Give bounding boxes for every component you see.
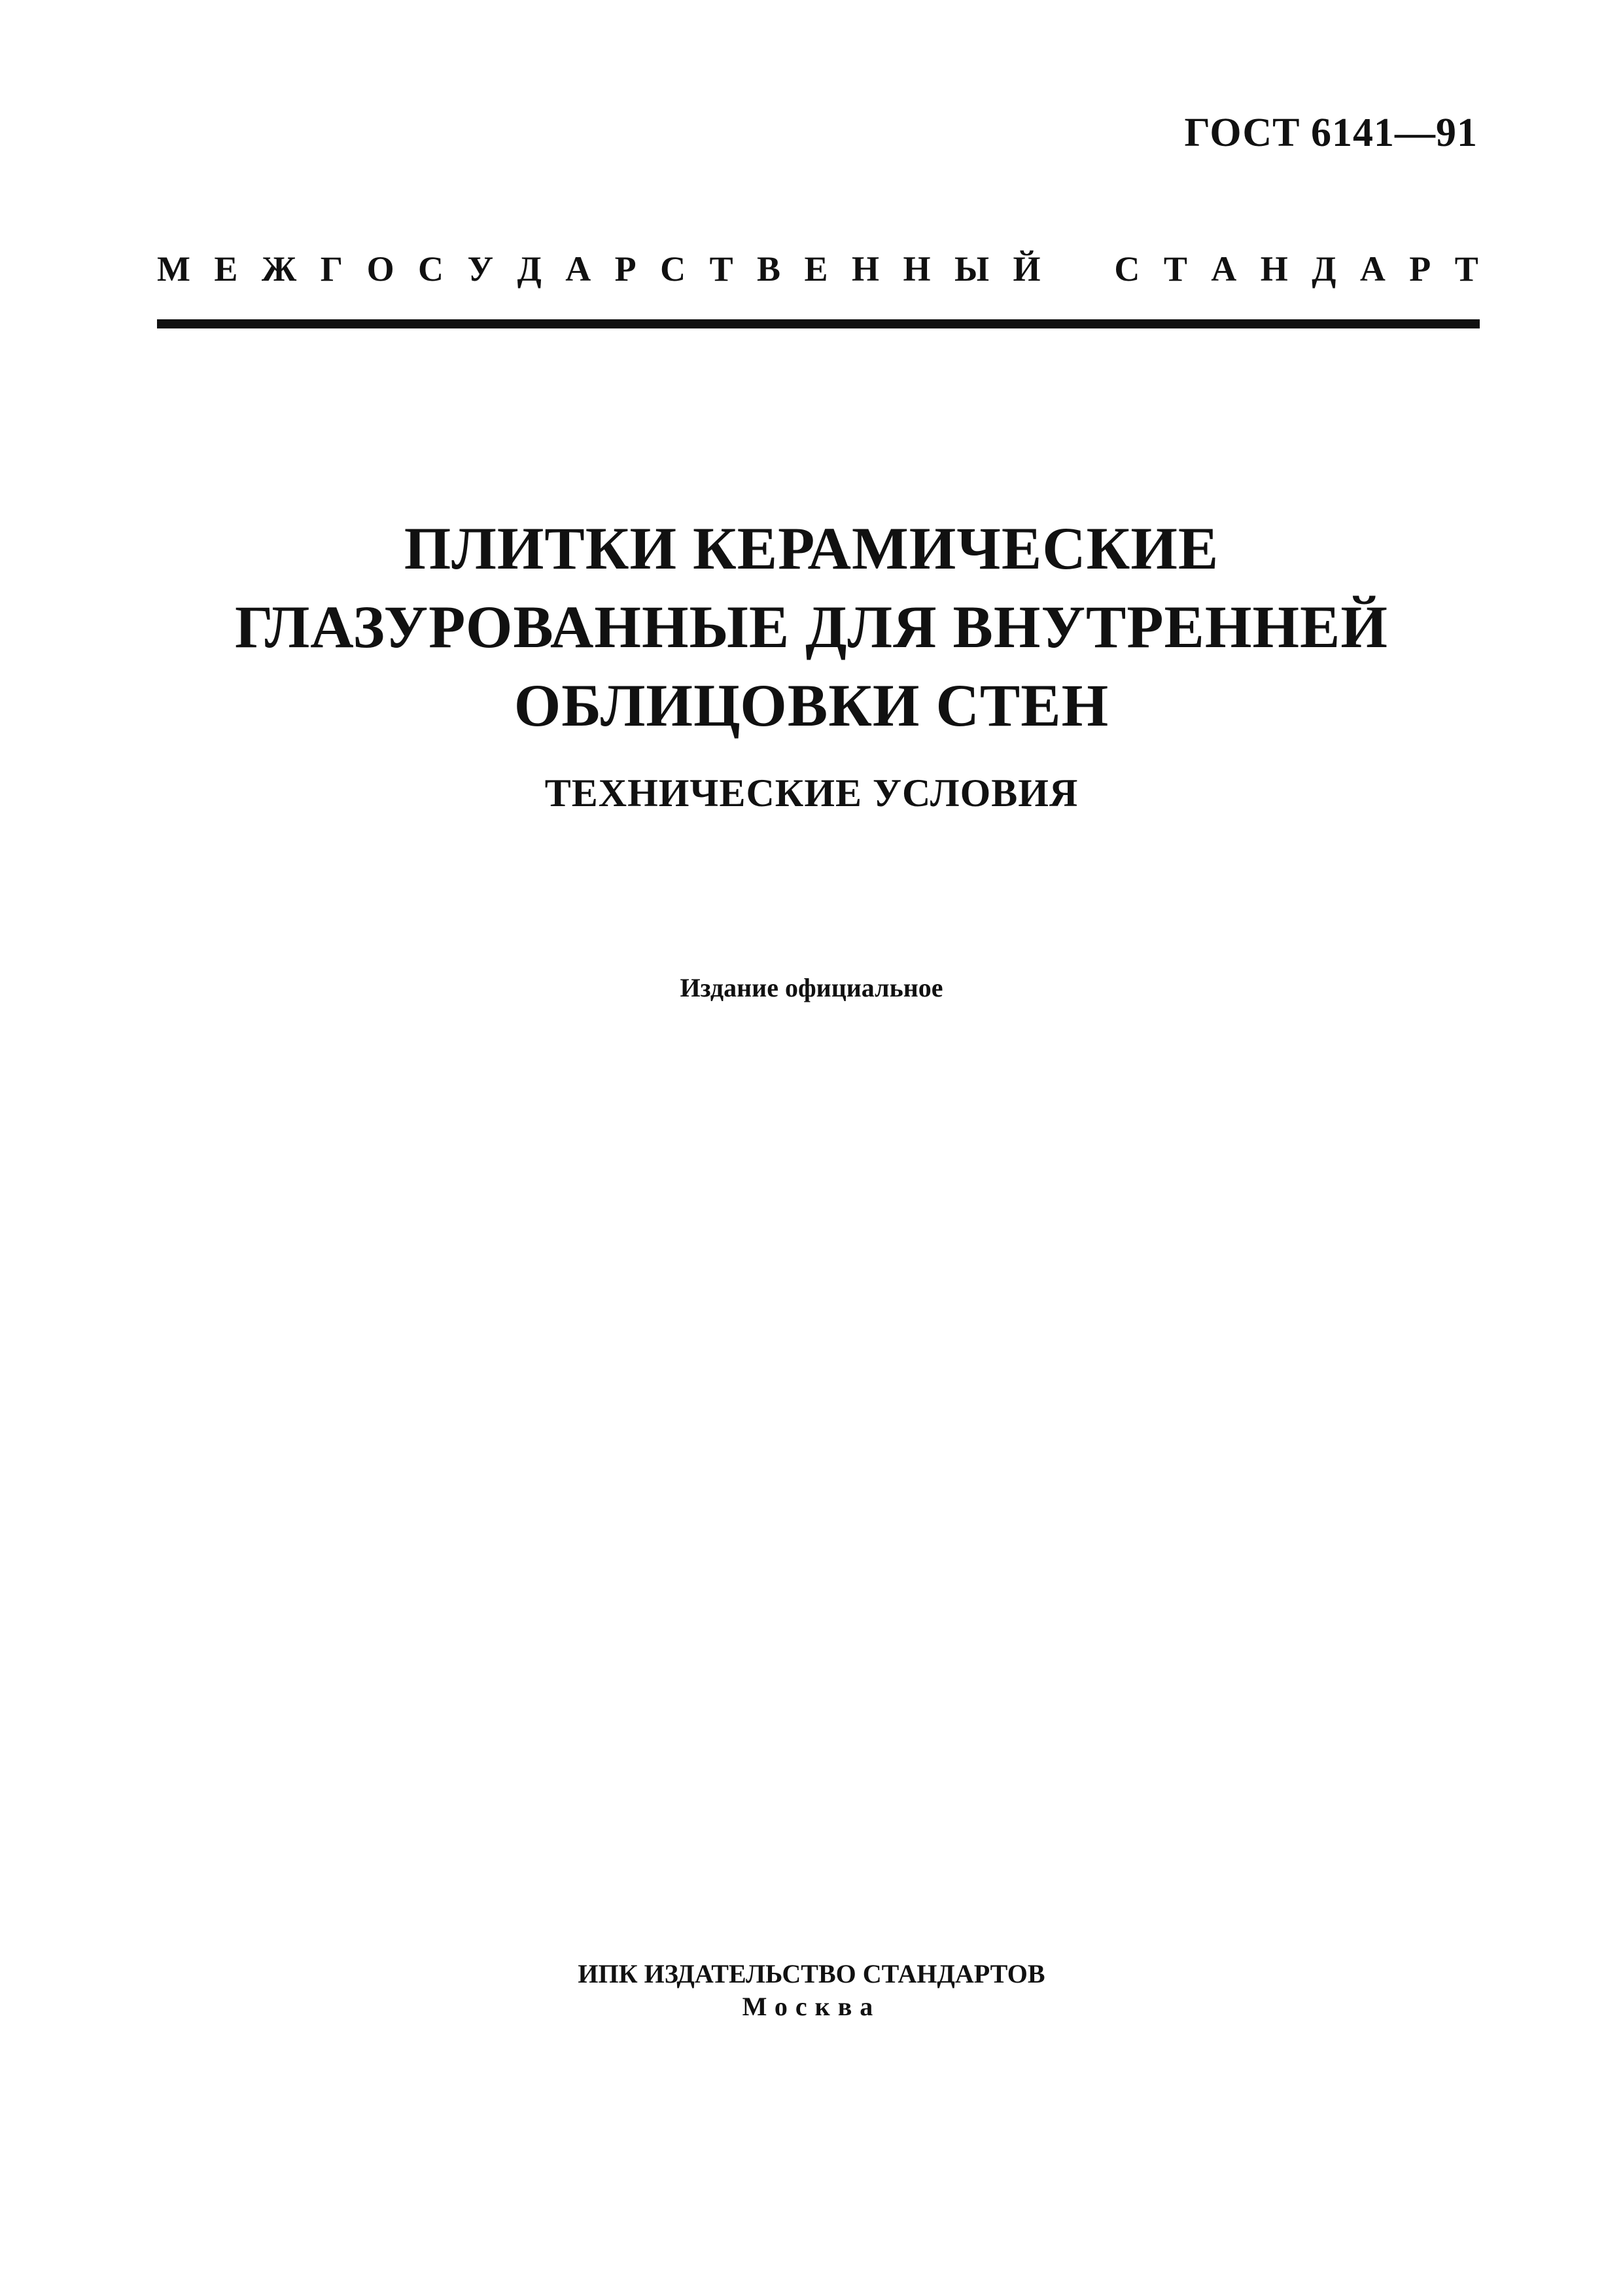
banner-letter: Р — [1409, 249, 1431, 289]
banner-letter: Е — [804, 249, 828, 289]
banner-letter: О — [366, 249, 394, 289]
title-line-2: ГЛАЗУРОВАННЫЕ ДЛЯ ВНУТРЕННЕЙ — [235, 593, 1388, 660]
edition-note: Издание официальное — [680, 973, 943, 1002]
banner-letter: Й — [1013, 249, 1041, 289]
banner-letter: М — [157, 249, 190, 289]
banner-letter: В — [757, 249, 781, 289]
publisher-name: ИПК ИЗДАТЕЛЬСТВО СТАНДАРТОВ — [578, 1959, 1045, 1988]
document-title — [0, 509, 1623, 745]
banner-letter: Т — [709, 249, 733, 289]
banner-letter: Ы — [954, 249, 989, 289]
banner-rule — [157, 319, 1480, 328]
banner-letter: А — [1359, 249, 1386, 289]
banner-letter: С — [660, 249, 686, 289]
banner-letter: Г — [320, 249, 343, 289]
publisher-city: Москва — [742, 1992, 881, 2021]
banner-letter: Р — [614, 249, 637, 289]
banner-letter: Д — [1312, 249, 1336, 289]
banner-letter: Н — [903, 249, 931, 289]
banner-letter: Ж — [261, 249, 297, 289]
gost-number: ГОСТ 6141—91 — [1184, 111, 1478, 155]
banner-letter: У — [467, 249, 494, 289]
banner-letter: Н — [1260, 249, 1288, 289]
banner-letter: Т — [1163, 249, 1187, 289]
banner-letter: А — [1211, 249, 1237, 289]
banner-letter: С — [1114, 249, 1140, 289]
document-subtitle: ТЕХНИЧЕСКИЕ УСЛОВИЯ — [544, 771, 1079, 815]
banner-letter: Д — [517, 249, 542, 289]
banner-letter: Е — [214, 249, 238, 289]
title-line-1: ПЛИТКИ КЕРАМИЧЕСКИЕ — [404, 515, 1219, 582]
banner-letter: С — [418, 249, 444, 289]
banner-letter: Т — [1454, 249, 1478, 289]
banner-letter: Н — [852, 249, 880, 289]
standard-banner — [157, 249, 1478, 289]
title-line-3: ОБЛИЦОВКИ СТЕН — [514, 672, 1109, 739]
banner-letter: А — [565, 249, 591, 289]
publisher-block — [0, 1958, 1623, 2023]
